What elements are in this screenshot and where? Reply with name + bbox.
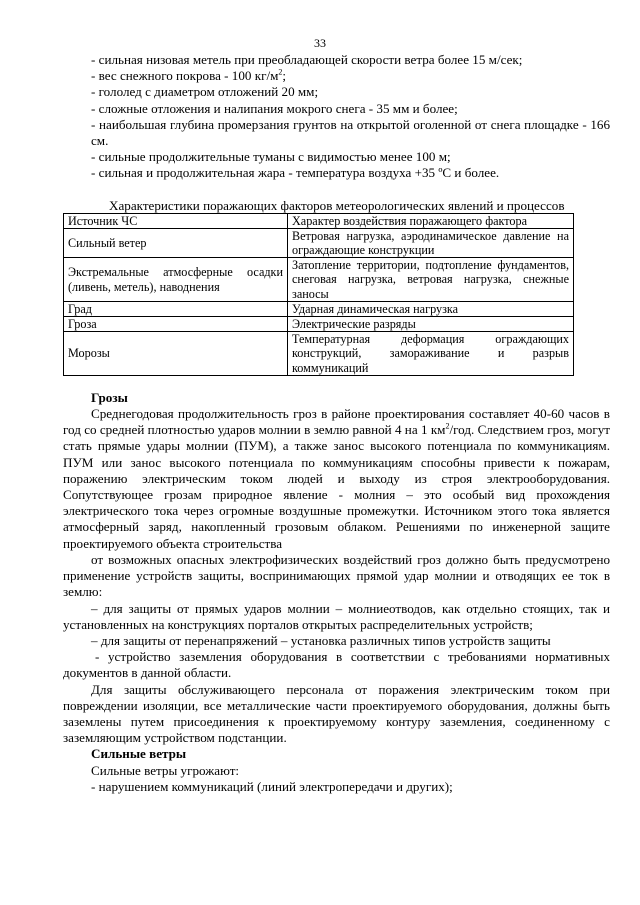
section-title-storms: Грозы (91, 389, 128, 405)
table-header-cell: Источник ЧС (64, 213, 288, 228)
section-title-winds: Сильные ветры (91, 746, 187, 762)
paragraph: от возможных опасных электрофизических воздействий гроз должно быть предусмотрено применение устройств защиты, воспринимающих прямой удар молнии и отводящих ее ток в землю: (63, 551, 610, 600)
list-item: - сильная низовая метель при преобладающей скорости ветра более 15 м/сек; (91, 52, 523, 67)
table-cell: Ветровая нагрузка, аэродинамическое давление на ограждающие конструкции (288, 228, 574, 257)
table-cell: Затопление территории, подтопление фундаментов, снеговая нагрузка, ветровая нагрузка, снежные заносы (288, 258, 574, 302)
paragraph: Среднегодовая продолжительность гроз в районе проектирования составляет 40-60 часов в год со средней плотностью ударов молнии в землю равной 4 на 1 $км^2$/год. Следствием гроз, могут стать прямые удары молнии (ПУМ), а также занос высокого потенциала по коммуникациям. ПУМ или занос высокого потенциала по коммуникациям способны привести к пожарам, поражению электрическим током людей и выходу из строя электрооборудования. Сопутствующее грозам природное явление - молния – это особый вид прохождения электрического тока через огромные воздушные промежутки. Источником этого тока является атмосферный заряд, накопленный грозовым облаком. Решениями по инженерной защите проектируемого объекта строительства (63, 406, 610, 551)
page-content (63, 52, 610, 795)
list-item: - вес снежного покрова - 100 $кг/м^2$; (91, 67, 287, 84)
table-row (64, 317, 574, 332)
paragraph: – для защиты от прямых ударов молнии – молниеотводов, как отдельно стоящих, так и установленных на конструкциях порталов открытых распределительных устройств; (63, 600, 610, 632)
table-cell: Гроза (64, 317, 288, 332)
list-item: - гололед с диаметром отложений 20 мм; (91, 84, 319, 100)
page-number: 33 (314, 36, 326, 50)
list-item: - нарушением коммуникаций (линий электропередачи и других); (91, 778, 453, 794)
table-row (64, 258, 574, 302)
table-header-cell: Характер воздействия поражающего фактора (288, 213, 574, 228)
table-cell: Экстремальные атмосферные осадки (ливень, метель), наводнения (64, 258, 288, 302)
list-item: - сильная и продолжительная жара - температура воздуха +35 ºС и более. (91, 165, 500, 181)
paragraph: Для защиты обслуживающего персонала от поражения электрическим током при повреждении изоляции, все металлические части проектируемого оборудования, должны быть заземлены путем присоединения к проектируемому контуру заземления, соединенному с заземляющим устройством подстанции. (63, 681, 610, 746)
list-item: - наибольшая глубина промерзания грунтов на открытой оголенной от снега площадке - 166 см. (91, 116, 610, 149)
table-cell: Температурная деформация ограждающих конструкций, замораживание и разрыв коммуникаций (288, 332, 574, 376)
table-row (64, 301, 574, 316)
hazards-table (63, 213, 574, 376)
table-cell: Морозы (64, 332, 288, 376)
paragraph: Сильные ветры угрожают: (91, 762, 240, 778)
table-row (64, 228, 574, 257)
table-cell: Электрические разряды (288, 317, 574, 332)
paragraph: - устройство заземления оборудования в соответствии с требованиями нормативных документов в данной области. (63, 649, 610, 681)
paragraph: – для защиты от перенапряжений – установка различных типов устройств защиты (91, 632, 551, 648)
table-row (64, 332, 574, 376)
table-cell: Град (64, 301, 288, 316)
list-item: - сложные отложения и налипания мокрого снега - 35 мм и более; (91, 100, 458, 116)
list-item: - сильные продолжительные туманы с видимостью менее 100 м; (91, 149, 451, 165)
table-caption: Характеристики поражающих факторов метеорологических явлений и процессов (109, 197, 565, 213)
table-cell: Сильный ветер (64, 228, 288, 257)
table-cell: Ударная динамическая нагрузка (288, 301, 574, 316)
table-header-row (64, 213, 574, 228)
